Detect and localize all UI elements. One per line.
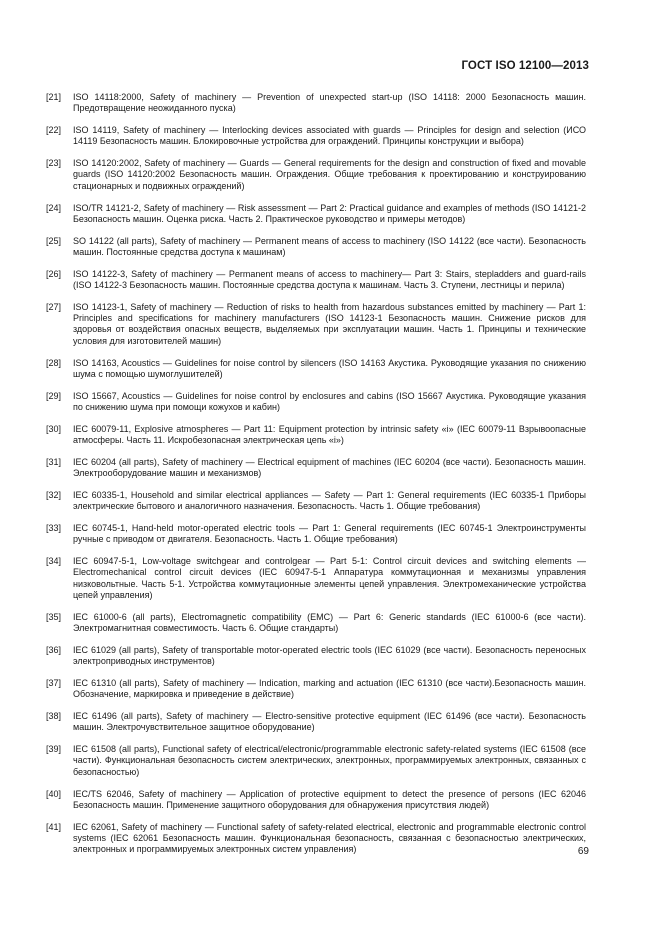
reference-item — [46, 424, 586, 447]
reference-text: IEC 60079-11, Explosive atmospheres — Part 11: Equipment protection by intrinsic safety «i» (IEC 60079-11 Взрывоопасные атмосферы. Часть 11. Искробезопасная электрическая цепь «i») — [73, 423, 586, 446]
reference-number: [40] — [46, 788, 62, 799]
reference-number: [24] — [46, 202, 62, 213]
reference-text: IEC 61029 (all parts), Safety of transportable motor-operated electric tools (IEC 61029 (все части). Безопасность переносных электроприводных инструментов) — [73, 644, 586, 667]
reference-text: ISO 14123-1, Safety of machinery — Reduction of risks to health from hazardous substances emitted by machinery — Part 1: Principles and specifications for machinery manufacturers (ISO 14123-1 Безопасность машин. Снижение рисков для здоровья от воздействия опасных веществ, выделяемых при эксплуатации машин. Часть 1. Принципы и технические условия для изготовителей машин) — [73, 301, 586, 346]
reference-item — [46, 645, 586, 668]
reference-text: ISO 14122-3, Safety of machinery — Permanent means of access to machinery— Part 3: Stairs, stepladders and guard-rails (ISO 14122-3 Безопасность машин. Постоянные средства доступа к машинам. Часть 3. Ступени, лестницы и перила) — [73, 268, 586, 291]
document-code: ГОСТ ISO 12100—2013 — [461, 60, 589, 72]
reference-item — [46, 358, 586, 381]
reference-number: [28] — [46, 357, 62, 368]
reference-item — [46, 523, 586, 546]
reference-text: ISO/TR 14121-2, Safety of machinery — Risk assessment — Part 2: Practical guidance and examples of methods (ISO 14121-2 Безопасность машин. Оценка риска. Часть 2. Практическое руководство и примеры методов) — [73, 202, 586, 224]
reference-item — [46, 490, 586, 513]
reference-item — [46, 789, 586, 812]
reference-number: [23] — [46, 158, 62, 169]
reference-text: IEC 61310 (all parts), Safety of machinery — Indication, marking and actuation (IEC 61310 (все части).Безопасность машин. Обозначение, маркировка и приведение в действие) — [73, 677, 586, 700]
reference-text: IEC 60947-5-1, Low-voltage switchgear and controlgear — Part 5-1: Control circuit devices and switching elements — Electromechanical control circuit devices (IEC 60947-5-1 Аппаратура коммутационная и механизмы управления низковольтные. Часть 5-1. Устройства коммутационные элементы цепей управления. Электромеханические устройства цепей управления) — [73, 556, 586, 600]
reference-number: [36] — [46, 644, 62, 655]
reference-number: [22] — [46, 125, 62, 136]
reference-item — [46, 678, 586, 701]
reference-item — [46, 556, 586, 601]
reference-number: [30] — [46, 423, 62, 434]
reference-text: ISO 15667, Acoustics — Guidelines for noise control by enclosures and cabins (ISO 15667 Акустика. Руководящие указания по снижению шума при помощи кожухов и кабин) — [73, 390, 586, 412]
reference-text: IEC 61000-6 (all parts), Electromagnetic compatibility (EMC) — Part 6: Generic standards (IEC 61000-6 (все части). Электромагнитная совместимость. Часть 6. Общие стандарты) — [73, 611, 586, 634]
reference-number: [25] — [46, 235, 62, 246]
reference-text: ISO 14119, Safety of machinery — Interlocking devices associated with guards — Principles for design and selection (ИСО 14119 Безопасность машин. Блокировочные устройства для ограждений. Принципы конструкции и выбора) — [73, 125, 586, 147]
reference-number: [27] — [46, 301, 62, 312]
reference-item — [46, 158, 586, 192]
reference-number: [21] — [46, 92, 62, 102]
reference-item — [46, 744, 586, 778]
reference-item — [46, 236, 586, 259]
reference-item — [46, 391, 586, 414]
reference-number: [37] — [46, 677, 62, 688]
reference-text: IEC 60204 (all parts), Safety of machinery — Electrical equipment of machines (IEC 60204 (все части). Безопасность машин. Электрооборудование машин и механизмов) — [73, 456, 586, 479]
page-number: 69 — [577, 846, 589, 857]
reference-number: [26] — [46, 268, 62, 279]
reference-item — [46, 125, 586, 148]
reference-item — [46, 269, 586, 292]
reference-number: [34] — [46, 556, 62, 567]
reference-text: IEC 61508 (all parts), Functional safety of electrical/electronic/programmable electronic safety-related systems (IEC 61508 (все части). Функциональная безопасность систем электрических, электронных, программируемых электронных, связанных с безопасностью) — [73, 744, 586, 777]
reference-number: [31] — [46, 456, 62, 467]
reference-number: [29] — [46, 390, 62, 401]
reference-number: [38] — [46, 711, 62, 722]
reference-text: ISO 14118:2000, Safety of machinery — Prevention of unexpected start-up (ISO 14118: 2000 Безопасность машин. Предотвращение неожиданного пуска) — [73, 92, 586, 114]
reference-number: [39] — [46, 744, 62, 755]
bibliography-list — [46, 92, 586, 866]
reference-item — [46, 92, 586, 115]
reference-text: IEC 61496 (all parts), Safety of machinery — Electro-sensitive protective equipment (IEC 61496 (все части). Безопасность машин. Электрочувствительное защитное оборудование) — [73, 711, 586, 733]
reference-text: ISO 14120:2002, Safety of machinery — Guards — General requirements for the design and construction of fixed and movable guards (ISO 14120:2002 Безопасность машин. Ограждения. Общие требования к проектированию и конструированию стационарных и подвижных ограждений) — [73, 158, 586, 191]
reference-text: IEC/TS 62046, Safety of machinery — Application of protective equipment to detect the presence of persons (IEC 62046 Безопасность машин. Применение защитного оборудования для обнаружения присутствия людей) — [73, 788, 586, 810]
reference-text: IEC 60745-1, Hand-held motor-operated electric tools — Part 1: General requirements (IEC 60745-1 Электроинструменты ручные с приводом от двигателя. Безопасность. Часть 1. Общие требования) — [73, 523, 586, 545]
reference-number: [41] — [46, 821, 62, 832]
reference-number: [32] — [46, 489, 62, 500]
reference-number: [35] — [46, 611, 62, 622]
reference-item — [46, 822, 586, 856]
reference-item — [46, 711, 586, 734]
reference-item — [46, 203, 586, 226]
reference-text: IEC 60335-1, Household and similar electrical appliances — Safety — Part 1: General requirements (IEC 60335-1 Приборы электрические бытового и аналогичного назначения. Безопасность. Часть 1. Общие требования) — [73, 489, 586, 512]
reference-text: ISO 14163, Acoustics — Guidelines for noise control by silencers (ISO 14163 Акустика. Руководящие указания по снижению шума с помощью шумоглушителей) — [73, 357, 586, 379]
reference-item — [46, 302, 586, 347]
reference-number: [33] — [46, 523, 62, 534]
reference-item — [46, 457, 586, 480]
reference-item — [46, 612, 586, 635]
reference-text: SO 14122 (all parts), Safety of machinery — Permanent means of access to machinery (ISO 14122 (все части). Безопасность машин. Постоянные средства доступа к машинам) — [73, 235, 586, 257]
reference-text: IEC 62061, Safety of machinery — Functional safety of safety-related electrical, electronic and programmable electronic control systems (IEC 62061 Безопасность машин. Функциональная безопасность, связанная с безопасностью электрических, электронных и программируемых электронных систем управления) — [73, 821, 586, 855]
